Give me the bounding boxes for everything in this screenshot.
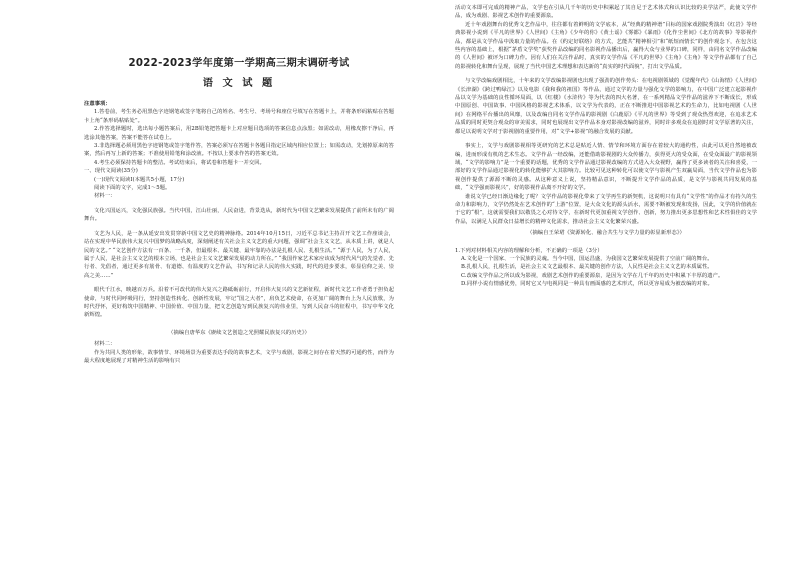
question-stem: 1.下列对材料相关内容的理解和分析，不正确的一项是（3分） xyxy=(455,247,603,254)
exam-title: 2022-2023学年度第一学期高三期末调研考试 xyxy=(128,58,350,69)
material-label: 材料一： xyxy=(94,193,116,200)
note-item: 1.答卷前，考生务必用黑色字迹钢笔或签字笔将自己的姓名、考生号、考场号和座位号填写在答题卡上，并将条形码粘贴在答题卡上角“条形码粘贴处”。 xyxy=(84,109,394,124)
material-source: （摘编自王荣珺《资源转化、融合共生与文学力量的彰显新形态》） xyxy=(527,230,685,237)
notes-heading: 注意事项： xyxy=(84,101,111,107)
material-paragraph: 事实上，文学与戏剧影视相等更研究的艺术总是贴近人情、情节和环境方面存在着较大的通约性，由此可以更自然地被改编，进而形成有机的艺术生态。文学作品一经改编，还能借助影视剧的大众传播力，获得更大的受众面，在受众面最广的影视领域，“文学的影响力”是一个重要的话题，优秀的文学作品通过影视改编的方式进入大众视野，赢得了更多读者的关注和喜爱，一部好的文学作品通过影视化的转化能够扩大其影响力。比较可见这种转化可以使文学与影视产生双赢局面，当代文学作品也为影视创作提供了源源不断的灵感。从这种意义上说，坚持精品意识，不断提升文学作品的品质，是文学与影视共同发展的基础，“文学强而影视兴”，好的影视作品离不开好的文学。 xyxy=(455,143,757,192)
answer-option: B.扎根人民，扎根生活，是社会主义文艺最根本、最关键的创作方法，人民性是社会主义文艺的本质属性。 xyxy=(461,264,713,271)
material-paragraph: 文化兴国运兴，文化强民族强。当代中国，江山壮丽，人民奋进，背景迭从，新时代为中国文艺繁荣发展提供了前所未有的广阔舞台。 xyxy=(84,207,394,223)
material-paragraph: 近十年戏剧舞台的优秀文艺作品中，往往都有着鲜明的文学底本，从“经典的精神谱”目标的国家戏剧院秀演出《红岩》等经典影视小说到《平凡的世界》《人世间》《主角》《少年的你》《黄土谣》《雾都》《暴雨》《化作尘世间》《北方的故事》等影视作品，都是从文学作品中汲取力量的作品。在《约定好联络》的方式，艺能共“精神相引”和“纸短而情长”的创作观念下，在包含这些内容的基础上，根据“茅盾文学奖”获奖作品改编的同名影视作品播出后，赢得大众与业界的口碑，同样，由同名文学作品改编的《人世间》被评为口碑力作。因有人们在关注作品时，真实的文学作品《平凡的世界》《主角》《主角》等文学作品都有了自己的影视转化和舞台呈现，展现了当代中国艺术理想和表达新的“真实的时代面貌”，打出文学品质。 xyxy=(455,21,757,70)
material-paragraph: 与文学改编戏剧相比，十年来的文学改编影视剧也出现了强劲的创作势头：在电视剧领域的《觉醒年代》《山海情》《人世间》《长津湖》《跨过鸭绿江》以及电影《我和我的祖国》等作品，通过文学的力量与强化文学的影响力，在中国广泛建立起影视作品以文学为基础的良性循环局面，以《红楼》《水浒传》等为代表的四大名著，在一系列精品文学作品的滋养下不断成长，形成中国原创、中国故事、中国风格的影视艺术体系，以文学为代表的，正在不断推进中国影视艺术的生命力，比如电视剧《人世间》在网络平台播出的风靡，以及改编自同名文学作品的影视剧《白鹿原》《平凡的世界》等受到了观众热烈欢迎，在追求艺术品质的同时更契合观众的审美需求，同时也展现出文学作品本身对影视改编的滋养，同时许多观众在追剧时对文学原著的关注，都足以说明文学对于影视剧的重要作用，对“文学+影视”的融合发展的贡献。 xyxy=(455,78,757,135)
answer-option: C.改编文学作品之所以成为影视，戏剧艺术创作的重要源泉，是因为文学在几千年的历史中积累下丰厚的遗产。 xyxy=(461,272,724,279)
material-paragraph: 作为共同人类的形象，故事情节、环境场景为重要表达手段的故事艺术，文学与戏剧，影视之间存在着天然的可通约性，而作为最大程度地展现了对精神生活的影响有只 xyxy=(84,349,394,364)
note-item: 2.作答选择题时，选出每小题答案后，用2B铅笔把答题卡上对应题目选项的答案信息点涂黑；如需改动，用橡皮擦干净后，再选涂其他答案，答案不能答在试卷上。 xyxy=(84,126,394,141)
answer-option: A.文化是一个国家、一个民族的灵魂。当今中国，国运昌盛，为我国文艺繁荣发展提供了空前广阔的舞台。 xyxy=(461,255,713,262)
material-paragraph: 眼代千江水，映越百万兵。沿着不可改代的伟大复兴之路砥砺前行，开启伟大复兴的文艺新征程，新时代文艺工作者勇于担负起使命，与时代同呼吸同行，坚持创造性转化、创新性发展，牢记“国之大者”，肩负艺术使命，在更加广阔的舞台上为人民放歌，为时代抒怀，更好构筑中国精神、中国价值、中国力量，把文艺创造写到民族复兴的伟业里，写到人民奋斗的征程中，书写中华文化新辉煌。 xyxy=(84,287,394,319)
subject-title: 语 文 试 题 xyxy=(202,78,276,89)
material-paragraph: 谁说文学已经日渐边缘化了呢？文学作品的影视化带来了文学再生的新契机，这说明只有具有“文学性”的作品才有持久的生命力和影响力，文学仍然处在艺术创作的“上游”位置，是大众文化的源头活水，需要不断被发现和发扬，因此，文学的价值就在于它的“根”，这就需要我们以敬畏之心对待文学，在新时代更加重视文学创作、创新，努力推出更多思想性和艺术性俱佳的文学作品，以满足人民群众日益增长的精神文化需求，推动社会主义文化繁荣兴盛。 xyxy=(455,193,757,225)
instruction-text: 阅读下面的文字，完成1～5题。 xyxy=(94,185,171,192)
right-column xyxy=(455,0,757,562)
subsection-heading: (一)现代文阅读Ⅰ(本题共5小题，17分) xyxy=(94,176,185,183)
answer-option: D.同样小说有情感优势，同时它又与电视同是一种具有画面感的艺术形式，所以更容易成为被改编的对象。 xyxy=(461,281,713,288)
material-source: （摘编自唐华东《赓续文艺创造之光照耀民族复兴的历史》） xyxy=(168,329,310,336)
material-paragraph: 文艺为人民，是一条从延安出发贯穿新中国文艺史的精神脉络。2014年10月15日，习近平总书记主持召开文艺工作座谈会，站在实现中华民族伟大复兴中国梦的战略高度，深刻阐述有关社会主义文艺的重大问题，强调“社会主义文艺，从本质上讲，就是人民的文艺。” “文艺创作方法有一百条、一千条，但最根本、最关键、最牢靠的办法是扎根人民、扎根生活。” “源于人民，为了人民，属于人民，是社会主义文艺的根本立场，也是社会主义文艺繁荣发展的动力所在。” “我国作家艺术家应该成为时代风气的先觉者、先行者、先倡者，通过更多有筋骨、有道德、有温度的文艺作品，书写和记录人民的伟大实践，时代的进步要求，彰显信仰之美、崇高之美……” xyxy=(84,230,394,279)
material-label: 材料二： xyxy=(94,341,116,348)
note-item: 3.非选择题必须用黑色字迹钢笔或签字笔作答，答案必须写在答题卡各题目指定区域内相应位置上；如需改动，先划掉原来的答案，然后再写上新的答案；不准使用铅笔和涂改液。不按以上要求作答的答案无效。 xyxy=(84,143,394,158)
section-heading: 一、现代文阅读(35分) xyxy=(84,168,138,175)
note-item: 4.考生必须保持答题卡的整洁。考试结束后，将试卷和答题卡一并交回。 xyxy=(94,159,265,166)
material-paragraph: 活动文本即可完成的精神产品，文学也在引从几千年的历史中积累起了其自足于艺术体式和认识比较的美学法严，此使文学作品，成为戏剧、影视艺术创作的重要源泉。 xyxy=(455,5,757,20)
left-column xyxy=(84,0,394,562)
